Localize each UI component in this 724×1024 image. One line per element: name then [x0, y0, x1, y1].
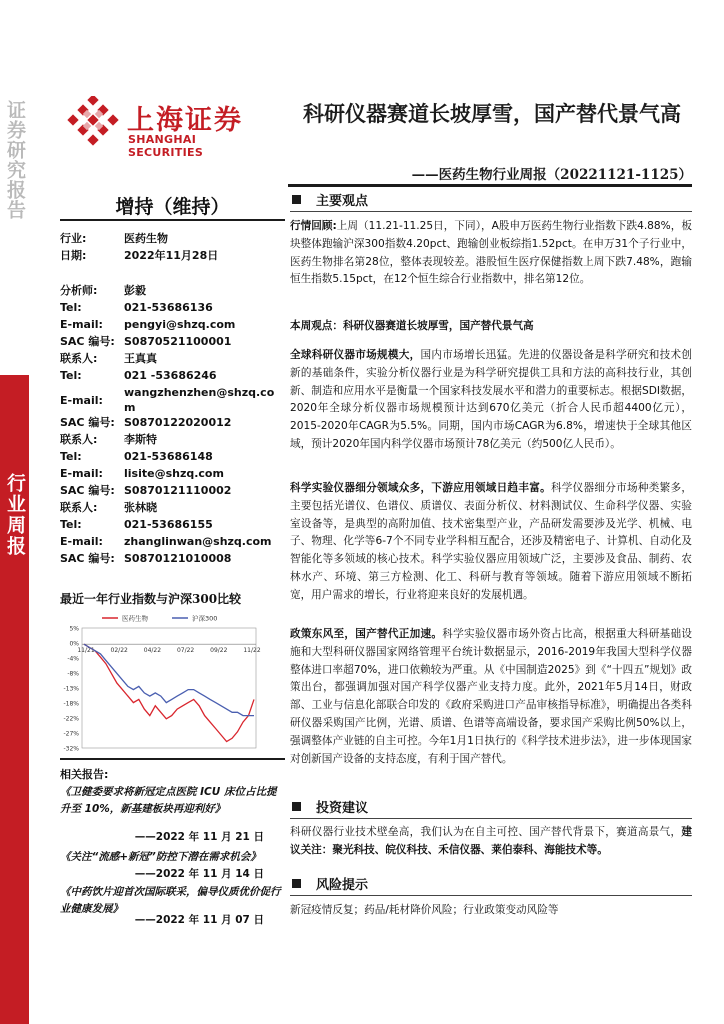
- analyst-key: 联系人:: [60, 501, 98, 514]
- paragraph-lead: 政策东风至，国产替代正加速。: [290, 628, 443, 640]
- sidebar-red-band: [0, 375, 29, 1024]
- section-bullet-icon: [292, 802, 301, 811]
- paragraph-lead: 行情回顾:: [290, 220, 337, 232]
- analyst-key: 联系人:: [60, 352, 98, 365]
- analyst-key: SAC 编号:: [60, 335, 115, 348]
- section-title: 投资建议: [316, 801, 369, 816]
- analyst-value: 021 -53686246: [124, 369, 217, 382]
- analyst-value: 彭毅: [124, 284, 146, 297]
- section-bullet-icon: [292, 195, 301, 204]
- paragraph-investment: [290, 824, 692, 860]
- y-tick-label: -4%: [67, 655, 79, 663]
- section-title: 主要观点: [316, 194, 369, 209]
- plot-frame: [82, 628, 256, 748]
- analyst-key: E-mail:: [60, 535, 103, 548]
- analyst-key: 分析师:: [60, 284, 98, 297]
- paragraph-policy: [290, 626, 692, 768]
- y-tick-label: -27%: [63, 730, 79, 738]
- series-line: [84, 644, 254, 741]
- analyst-key: E-mail:: [60, 467, 103, 480]
- related-report-link[interactable]: 《关注“流感+新冠”防控下潜在需求机会》: [60, 851, 261, 863]
- analyst-value: S0870122020012: [124, 416, 232, 429]
- sidebar-top: [0, 0, 29, 374]
- meta-key: 日期:: [60, 249, 87, 262]
- analyst-value: 021-53686148: [124, 450, 213, 463]
- paragraph-lead: 科学实验仪器细分领域众多，下游应用领域日趋丰富。: [290, 482, 551, 494]
- analyst-value: 张林晓: [124, 501, 157, 514]
- x-tick-label: 02/22: [110, 647, 128, 655]
- y-tick-label: -13%: [63, 685, 79, 693]
- analyst-key: SAC 编号:: [60, 416, 115, 429]
- paragraph-risk: [290, 902, 692, 920]
- section-rule: [290, 818, 692, 819]
- report-title: 科研仪器赛道长坡厚雪，国产替代景气高: [303, 101, 681, 126]
- section-title: 风险提示: [316, 878, 369, 893]
- paragraph-market-size: [290, 347, 692, 454]
- analyst-value: S0870521100001: [124, 335, 232, 348]
- related-report-link[interactable]: 《卫健委要求将新冠定点医院 ICU 床位占比提升至 10%，新基建板块再迎利好》: [60, 786, 277, 815]
- analyst-email[interactable]: lisite@shzq.com: [124, 467, 224, 480]
- paragraph-weekly-view: [290, 318, 692, 336]
- paragraph-lead: 本周观点：科研仪器赛道长坡厚雪，国产替代景气高: [290, 320, 534, 332]
- rating-rule: [60, 219, 285, 221]
- legend-label: 沪深300: [192, 614, 218, 623]
- section-type-label: 行业周报: [4, 473, 26, 557]
- y-tick-label: -18%: [63, 700, 79, 708]
- y-tick-label: -22%: [63, 715, 79, 723]
- x-tick-label: 11/21: [77, 647, 95, 655]
- paragraph-segments: [290, 480, 692, 605]
- section-rule: [290, 895, 692, 896]
- paragraph-lead: 建议关注：: [290, 826, 692, 856]
- logo-text-cn: 上海证券: [127, 105, 243, 136]
- header-rule: [288, 184, 692, 187]
- paragraph-lead: 全球科研仪器市场规模大，: [290, 349, 421, 361]
- logo-mark-icon: [67, 96, 119, 148]
- x-tick-label: 04/22: [143, 647, 162, 655]
- related-report-date: ——2022 年 11 月 14 日: [134, 868, 264, 880]
- y-tick-label: 5%: [69, 625, 79, 633]
- company-logo: [67, 96, 267, 159]
- analyst-email[interactable]: zhanglinwan@shzq.com: [124, 535, 272, 548]
- analyst-value: S0870121010008: [124, 552, 232, 565]
- section-risk: [290, 874, 692, 896]
- y-tick-label: -32%: [63, 745, 79, 753]
- meta-key: 行业:: [60, 232, 87, 245]
- meta-value: 2022年11月28日: [124, 249, 219, 262]
- section-bullet-icon: [292, 879, 301, 888]
- related-report-date: ——2022 年 11 月 07 日: [134, 914, 264, 926]
- chart-title: 最近一年行业指数与沪深300比较: [60, 592, 242, 606]
- analyst-key: Tel:: [60, 369, 82, 382]
- analyst-email[interactable]: wangzhenzhen@shzq.co m: [124, 386, 275, 414]
- analyst-key: E-mail:: [60, 318, 103, 331]
- related-reports-title: 相关报告:: [60, 768, 109, 781]
- report-type-label: 证券研究报告: [4, 100, 26, 220]
- analyst-key: SAC 编号:: [60, 484, 115, 497]
- section-investment: [290, 797, 692, 819]
- analyst-value: 李斯特: [124, 433, 157, 446]
- analyst-key: 联系人:: [60, 433, 98, 446]
- paragraph-text: 科学仪器细分市场种类繁多，主要包括光谱仪、色谱仪、质谱仪、表面分析仪、材料测试仪、生命科学仪器、实验室设备等，是典型的高附加值、技术密集型产业，产品研发需要涉及光学、机械、电子、物理、化学等6-7个不同专业学科相互配合，还涉及精密电子、计算机、自动化及智能化等多领域的核心技术。科学实验仪器应用领域广泛，主要涉及食品、制药、农林水产、环境、第三方检测、化工、科研与教育等领域。随着下游应用领域不断拓宽，用户需求的增长，行业将迎来良好的发展机遇。: [290, 482, 692, 601]
- analyst-key: Tel:: [60, 450, 82, 463]
- meta-value: 医药生物: [124, 232, 168, 245]
- paragraph-market-review: [290, 218, 692, 289]
- report-subtitle: ——医药生物行业周报（20221121-1125）: [411, 167, 692, 183]
- index-comparison-chart: [60, 608, 285, 758]
- x-tick-label: 11/22: [243, 647, 261, 655]
- paragraph-text: 科研仪器行业技术壁垒高，我们认为在自主可控、国产替代背景下，赛道高景气，: [290, 826, 682, 838]
- paragraph-text: 国内市场增长迅猛。先进的仪器设备是科学研究和技术创新的基础条件，实验分析仪器行业是为科学研究提供工具和方法的高科技行业，其创新、制造和应用水平是衡量一个国家科技发展水平和潜力的重要标志。根据SDI数据，2020年全球分析仪器市场规模预计达到670亿美元（折合人民币超4400亿元），2015-2020年CAGR为5.5%。同期，国内市场CAGR为6.8%，增速快于全球其他区域，预计2020年国内科学仪器市场预计78亿美元（约500亿人民币）。: [290, 349, 692, 450]
- related-report-link[interactable]: 《中药饮片迎首次国际联采，偏导仪质优价促行业健康发展》: [60, 886, 281, 915]
- logo-text-en: SHANGHAI SECURITIES: [128, 133, 204, 159]
- legend-label: 医药生物: [122, 614, 148, 623]
- analyst-value: 王真真: [124, 352, 157, 365]
- analyst-key: E-mail:: [60, 394, 103, 407]
- related-report-date: ——2022 年 11 月 21 日: [134, 831, 264, 843]
- recommended-stocks: 聚光科技、皖仪科技、禾信仪器、莱伯泰科、海能技术等。: [332, 843, 608, 856]
- paragraph-text: 新冠疫情反复；药品/耗材降价风险；行业政策变动风险等: [290, 904, 559, 916]
- analyst-value: S0870121110002: [124, 484, 232, 497]
- x-tick-label: 09/22: [210, 647, 228, 655]
- section-rule: [290, 211, 692, 212]
- rating: 增持（维持）: [115, 196, 230, 218]
- y-tick-label: 0%: [69, 640, 79, 648]
- analyst-key: Tel:: [60, 518, 82, 531]
- analyst-key: Tel:: [60, 301, 82, 314]
- analyst-key: SAC 编号:: [60, 552, 115, 565]
- analyst-email[interactable]: pengyi@shzq.com: [124, 318, 236, 331]
- paragraph-text: 科学实验仪器市场外资占比高，根据重大科研基础设施和大型科研仪器国家网络管理平台统计数据显示，2016-2019年我国大型科学仪器整体进口率超70%，进口依赖较为严重。从《中国制造2025》到《“十四五”规划》政策出台，都强调加强对国产科学仪器产业支持力度。此外，2021年5月14日，财政部、工业与信息化部联合印发的《政府采购进口产品审核指导标准》，明确提出各类科研仪器采购国产比例，光谱、质谱、色谱等高端设备，要求国产采购比例50%以上，强调整体产业链的自主可控。今年1月1日执行的《科学技术进步法》，进一步体现国家对创新国产设备的支持态度，有利于国产替代。: [290, 628, 693, 765]
- x-tick-label: 07/22: [176, 647, 195, 655]
- paragraph-text: 上周（11.21-11.25日，下同），A股申万医药生物行业指数下跌4.88%，板块整体跑输沪深300指数4.20pct、跑输创业板综指1.52pct。在申万31个子行业中，医药生物排名第28位，整体表现较差。港股恒生医疗保健指数上周下跌7.48%，跑输恒生指数5.15pct，在12个恒生综合行业指数中，排名第12位。: [290, 220, 692, 286]
- analyst-value: 021-53686136: [124, 301, 213, 314]
- section-main-view: [290, 190, 692, 212]
- series-line: [84, 644, 254, 715]
- analyst-value: 021-53686155: [124, 518, 213, 531]
- y-tick-label: -8%: [67, 670, 79, 678]
- chart-rule: [60, 758, 285, 760]
